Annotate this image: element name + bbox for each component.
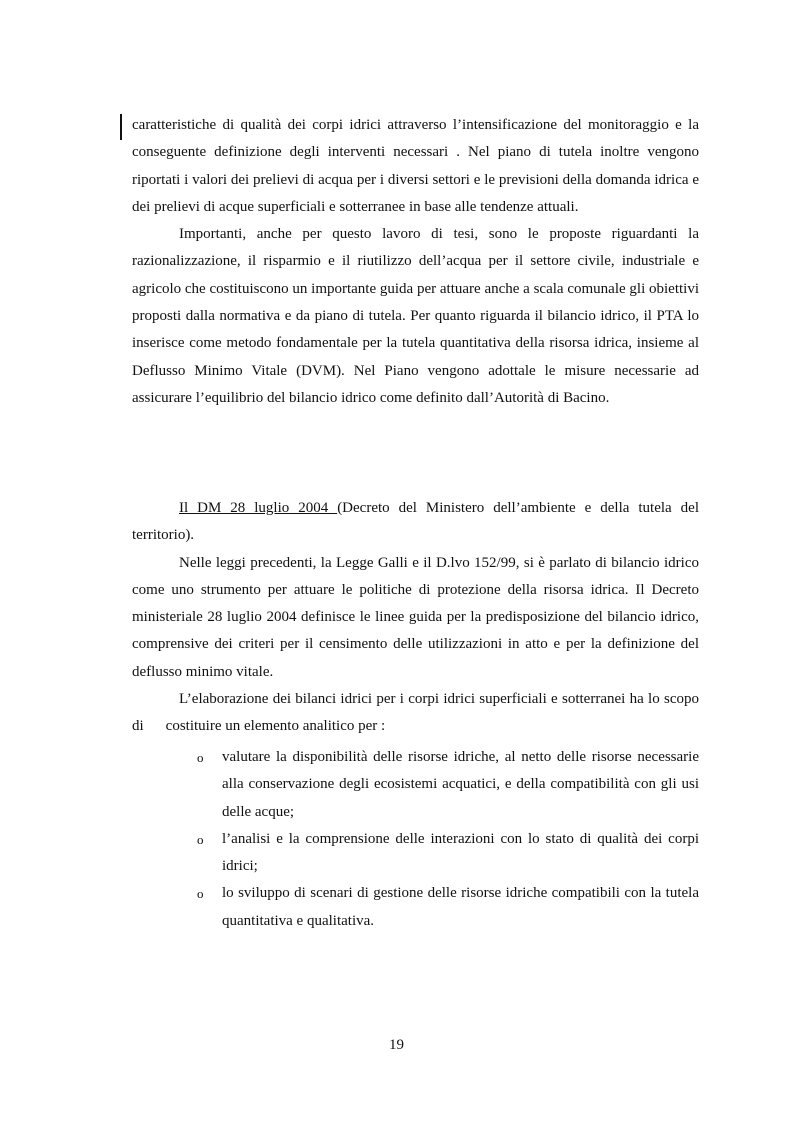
paragraph-2: Importanti, anche per questo lavoro di tesi, sono le proposte riguardanti la razionalizzazione, il risparmio e il riutilizzo dell’acqua per il settore civile, industriale e agricolo che costituiscono un importante guida per attuare anche a scala comunale gli obiettivi proposti dalla normativa e da piano di tutela. Per quanto riguarda il bilancio idrico, il PTA lo inserisce come metodo fondamentale per la tutela quantitativa della risorsa idrica, insieme al Deflusso Minimo Vitale (DVM). Nel Piano vengono adottale le misure necessarie ad assicurare l’equilibrio del bilancio idrico come definito dall’Autorità di Bacino. <box>132 226 699 406</box>
paragraph-5-start: L’elaborazione dei bilanci idrici per i corpi idrici superficiali e sotterranei ha lo scopo di <box>132 691 699 735</box>
paragraph-4: Nelle leggi precedenti, la Legge Galli e il D.lvo 152/99, si è parlato di bilancio idrico come uno strumento per attuare le politiche di protezione della risorsa idrica. Il Decreto ministeriale 28 luglio 2004 definisce le linee guida per la predisposizione del bilancio idrico, comprensive dei criteri per il censimento delle utilizzazioni in atto e per la definizione del deflusso minimo vitale. <box>132 554 699 680</box>
bullet-marker: o <box>197 831 204 847</box>
paragraph-1: caratteristiche di qualità dei corpi idrici attraverso l’intensificazione del monitoraggio e la conseguente definizione degli interventi necessari . Nel piano di tutela inoltre vengono riportati i valori dei prelievi di acqua per i diversi settori e le previsioni della domanda idrica e dei prelievi di acque superficiali e sotterranee in base alle tendenze attuali. <box>132 117 699 215</box>
paragraph-5 <box>132 686 699 741</box>
list-item <box>197 826 699 881</box>
list-item <box>197 880 699 935</box>
section-heading-description: (Decreto del Ministero dell’ambiente e della tutela del territorio). <box>132 500 699 544</box>
section-heading-dm: Il DM 28 luglio 2004 <box>179 500 338 516</box>
bullet-marker: o <box>197 886 204 902</box>
paragraph-5-end: costituire un elemento analitico per : <box>165 718 386 735</box>
list-item-text: l’analisi e la comprensione delle interazioni con lo stato di qualità dei corpi idrici; <box>222 830 699 875</box>
paragraph-3 <box>132 495 699 550</box>
bullet-list <box>197 744 699 935</box>
body-text-top <box>132 112 699 412</box>
body-text-middle <box>132 495 699 741</box>
list-item-text: valutare la disponibilità delle risorse idriche, al netto delle risorse necessarie alla conservazione degli ecosistemi acquatici, e della compatibilità con gli usi delle acque; <box>222 749 699 820</box>
revision-bar <box>120 114 122 140</box>
list-item <box>197 744 699 826</box>
list-item-text: lo sviluppo di scenari di gestione delle risorse idriche compatibili con la tutela quantitativa e qualitativa. <box>222 885 699 929</box>
page-number: 19 <box>389 1037 404 1053</box>
bullet-marker: o <box>197 750 204 765</box>
